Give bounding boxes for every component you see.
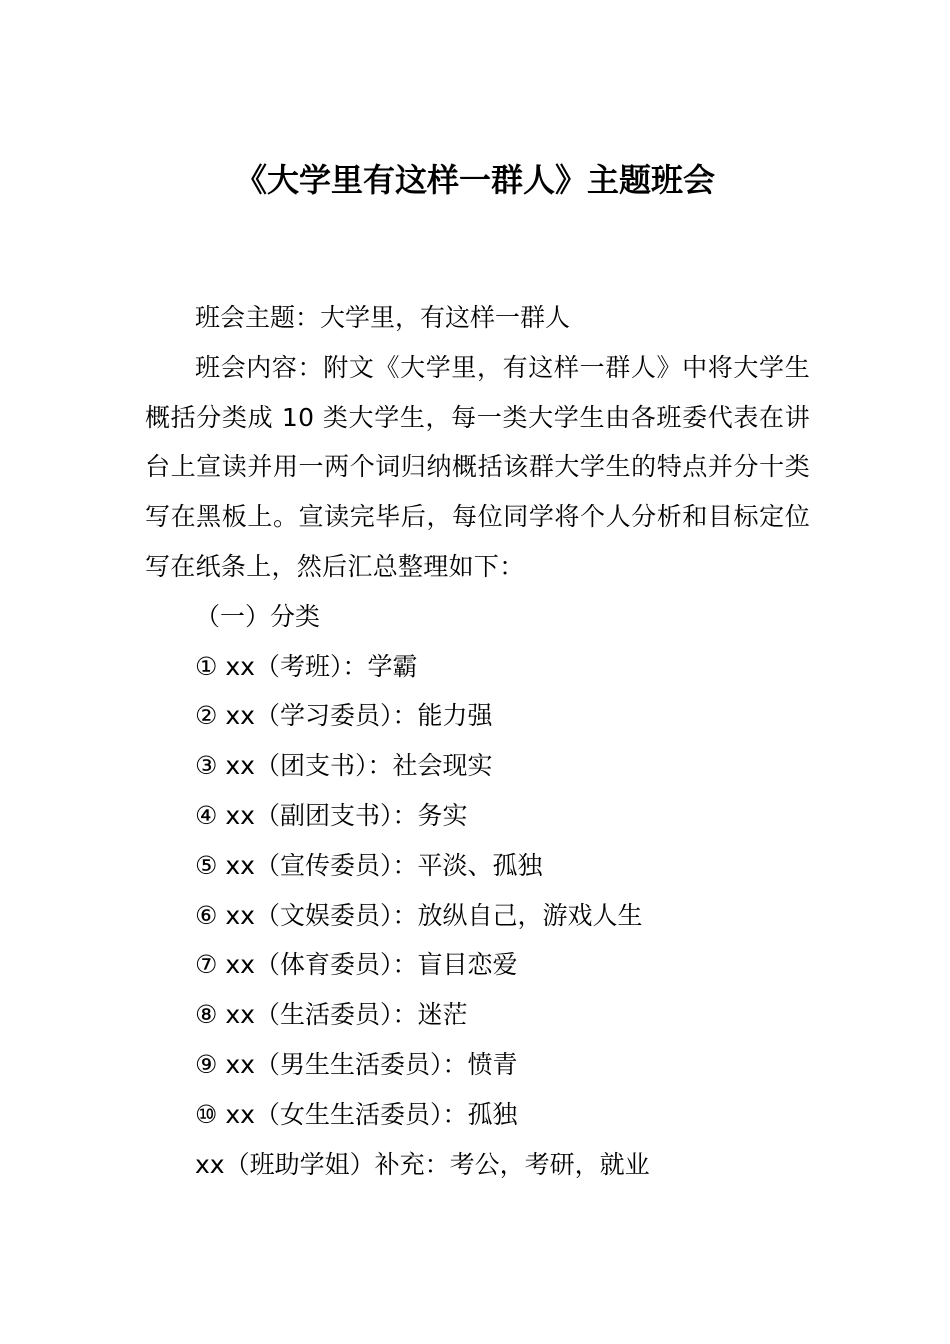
- list-item: ④ xx（副团支书）：务实: [195, 800, 468, 830]
- document-body: [145, 293, 810, 1189]
- list-item: ⑧ xx（生活委员）：迷茫: [195, 1000, 468, 1030]
- list-item: ② xx（学习委员）：能力强: [195, 701, 493, 731]
- list-item: ① xx（考班）：学霸: [195, 651, 418, 681]
- document-title: 《大学里有这样一群人》主题班会: [234, 161, 715, 199]
- theme-line: 班会主题：大学里，有这样一群人: [195, 303, 571, 332]
- list-item: ⑥ xx（文娱委员）：放纵自己，游戏人生: [195, 900, 643, 930]
- list-item: ⑨ xx（男生生活委员）：愤青: [195, 1049, 518, 1079]
- list-item: ⑤ xx（宣传委员）：平淡、孤独: [195, 850, 543, 880]
- content-paragraph: 班会内容：附文《大学里，有这样一群人》中将大学生概括分类成 10 类大学生，每一类大学生由各班委代表在讲台上宣读并用一两个词归纳概括该群大学生的特点并分十类写在黑板上。宣读完毕后，每位同学将个人分析和目标定位写在纸条上，然后汇总整理如下：: [145, 352, 810, 581]
- list-item: ③ xx（团支书）：社会现实: [195, 751, 493, 781]
- list-item: ⑦ xx（体育委员）：盲目恋爱: [195, 950, 518, 980]
- supplement-line: xx（班助学姐）补充：考公，考研，就业: [195, 1149, 650, 1179]
- section-heading: （一）分类: [195, 601, 321, 631]
- list-item: ⑩ xx（女生生活委员）：孤独: [195, 1099, 518, 1129]
